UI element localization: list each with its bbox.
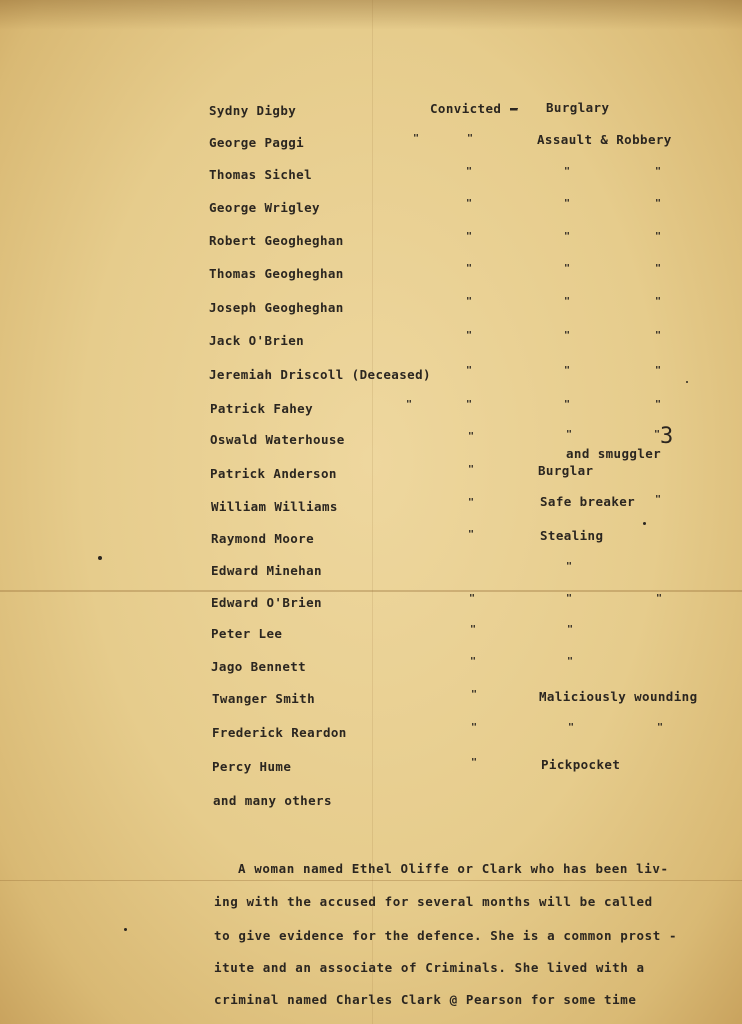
name-entry: Edward O'Brien	[211, 595, 322, 610]
ditto-mark: "	[656, 593, 663, 604]
ditto-mark: "	[468, 497, 475, 508]
struck-dash: —	[510, 101, 518, 116]
name-entry: Jeremiah Driscoll (Deceased)	[209, 367, 431, 382]
offence-pickpocket: Pickpocket	[541, 757, 621, 772]
ditto-mark: "	[655, 296, 662, 307]
ditto-mark: "	[468, 529, 475, 540]
ink-spot	[98, 556, 102, 560]
convicted-label: Convicted	[430, 101, 502, 116]
ditto-mark: "	[470, 656, 477, 667]
ditto-mark: "	[466, 263, 473, 274]
name-entry: George Paggi	[209, 135, 305, 150]
name-entry: Robert Geogheghan	[209, 233, 344, 248]
horizontal-fold-crease-lower	[0, 880, 742, 881]
name-entry: Twanger Smith	[212, 691, 316, 706]
ditto-mark: "	[564, 365, 571, 376]
ditto-mark: "	[566, 561, 573, 572]
ditto-mark: "	[566, 429, 573, 440]
name-entry: Jago Bennett	[211, 659, 307, 674]
ditto-mark: "	[654, 429, 661, 440]
paragraph-line: ing with the accused for several months will be called	[214, 894, 653, 909]
name-entry: Patrick Fahey	[210, 401, 314, 416]
ditto-mark: "	[466, 231, 473, 242]
offence-burglar: Burglar	[538, 463, 594, 478]
ditto-mark: "	[657, 722, 664, 733]
ditto-mark: "	[564, 263, 571, 274]
offence-stealing: Stealing	[540, 528, 604, 543]
hand-bracket: 3	[660, 424, 674, 449]
ditto-mark: "	[471, 757, 478, 768]
ditto-mark: "	[655, 166, 662, 177]
ditto-mark: "	[564, 198, 571, 209]
name-entry: Oswald Waterhouse	[210, 432, 345, 447]
ink-spot	[686, 381, 688, 383]
ditto-mark: "	[413, 133, 420, 144]
paragraph-line: itute and an associate of Criminals. She lived with a	[214, 960, 645, 975]
ditto-mark: "	[564, 399, 571, 410]
top-edge-stain	[0, 0, 742, 30]
name-entry: Thomas Sichel	[209, 167, 313, 182]
ditto-mark: "	[564, 166, 571, 177]
offence-safe-breaker: Safe breaker	[540, 494, 636, 509]
ditto-mark: "	[469, 593, 476, 604]
ditto-mark: "	[655, 330, 662, 341]
paragraph-line: to give evidence for the defence. She is a common prost -	[214, 928, 678, 943]
ditto-mark: "	[471, 722, 478, 733]
ditto-mark: "	[655, 399, 662, 410]
offence-assault-robbery: Assault & Robbery	[537, 132, 672, 147]
ditto-mark: "	[567, 656, 574, 667]
ditto-mark: "	[468, 431, 475, 442]
ditto-mark: "	[467, 133, 474, 144]
name-entry: Edward Minehan	[211, 563, 322, 578]
ditto-mark: "	[566, 593, 573, 604]
ditto-mark: "	[567, 624, 574, 635]
ditto-mark: "	[406, 399, 413, 410]
ink-spot	[643, 522, 646, 525]
ditto-mark: "	[468, 464, 475, 475]
ditto-mark: "	[655, 231, 662, 242]
name-entry: Raymond Moore	[211, 531, 315, 546]
ditto-mark: "	[655, 198, 662, 209]
name-entry: Peter Lee	[211, 626, 283, 641]
ditto-mark: "	[564, 231, 571, 242]
name-entry: George Wrigley	[209, 200, 320, 215]
name-entry: Percy Hume	[212, 759, 292, 774]
ditto-mark: "	[466, 330, 473, 341]
offence-maliciously-wounding: Maliciously wounding	[539, 689, 698, 704]
ditto-mark: "	[466, 166, 473, 177]
ditto-mark: "	[655, 365, 662, 376]
ditto-mark: "	[564, 296, 571, 307]
offence-burglary: Burglary	[546, 100, 610, 115]
name-entry: Sydny Digby	[209, 103, 297, 118]
paragraph-line: A woman named Ethel Oliffe or Clark who has been liv-	[238, 861, 669, 876]
name-entry: and many others	[213, 793, 332, 808]
name-entry: Frederick Reardon	[212, 725, 347, 740]
name-entry: Patrick Anderson	[210, 466, 337, 481]
ditto-mark: "	[471, 689, 478, 700]
ink-spot	[124, 928, 127, 931]
ditto-mark: "	[470, 624, 477, 635]
ditto-mark: "	[568, 722, 575, 733]
ditto-mark: "	[564, 330, 571, 341]
name-entry: Jack O'Brien	[209, 333, 305, 348]
ditto-mark: "	[655, 494, 662, 505]
name-entry: Thomas Geogheghan	[209, 266, 344, 281]
horizontal-fold-crease	[0, 590, 742, 592]
paragraph-line: criminal named Charles Clark @ Pearson for some time	[214, 992, 637, 1007]
ditto-mark: "	[655, 263, 662, 274]
offence-and-smuggler: and smuggler	[566, 446, 662, 461]
ditto-mark: "	[466, 296, 473, 307]
name-entry: Joseph Geogheghan	[209, 300, 344, 315]
ditto-mark: "	[466, 365, 473, 376]
ditto-mark: "	[466, 198, 473, 209]
name-entry: William Williams	[211, 499, 338, 514]
ditto-mark: "	[466, 399, 473, 410]
